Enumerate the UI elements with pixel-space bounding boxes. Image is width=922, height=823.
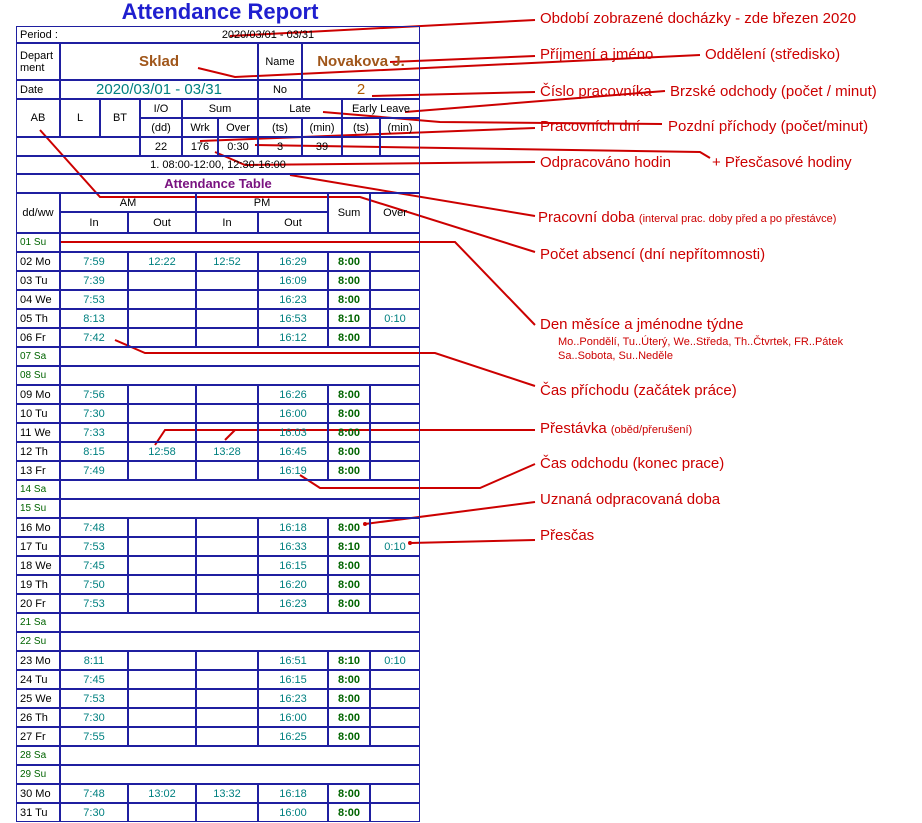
annotation-arrival: Čas příchodu (začátek práce) [540,382,737,399]
row-over [370,689,420,708]
header-early-min: (min) [380,118,420,137]
summary-over: 0:30 [218,137,258,156]
row-am-out [128,404,196,423]
annotation-department: Oddělení (středisko) [705,46,841,63]
header-early-ts: (ts) [342,118,380,137]
summary-late-min: 39 [302,137,342,156]
row-day: 07 Sa [16,347,60,366]
row-day: 27 Fr [16,727,60,746]
row-pm-in: 13:28 [196,442,258,461]
row-day: 21 Sa [16,613,60,632]
header-late-ts: (ts) [258,118,302,137]
summary-early-min [380,137,420,156]
row-am-out [128,518,196,537]
row-am-in: 7:59 [60,252,128,271]
row-am-out [128,594,196,613]
row-day: 13 Fr [16,461,60,480]
annotation-daynames-1: Mo..Pondělí, Tu..Úterý, We..Středa, Th..Čtvrtek, FR..Pátek [558,336,844,348]
row-pm-in [196,385,258,404]
col-sum: Sum [328,193,370,233]
row-pm-in [196,537,258,556]
row-day: 05 Th [16,309,60,328]
row-pm-in [196,309,258,328]
row-pm-out: 16:20 [258,575,328,594]
row-am-out: 12:58 [128,442,196,461]
row-day: 23 Mo [16,651,60,670]
row-day: 06 Fr [16,328,60,347]
row-pm-out: 16:33 [258,537,328,556]
row-weekend-span [60,347,420,366]
row-pm-out: 16:23 [258,689,328,708]
row-over [370,556,420,575]
row-day: 16 Mo [16,518,60,537]
col-am: AM [60,193,196,212]
annotation-period: Období zobrazené docházky - zde březen 2020 [540,10,857,27]
row-am-out [128,803,196,822]
row-pm-out: 16:15 [258,670,328,689]
row-over [370,404,420,423]
row-day: 25 We [16,689,60,708]
row-day: 31 Tu [16,803,60,822]
row-sum: 8:00 [328,784,370,803]
row-weekend-span [60,480,420,499]
row-day: 04 We [16,290,60,309]
annotation-break: Přestávka (oběd/přerušení) [540,420,693,437]
row-day: 15 Su [16,499,60,518]
col-pm-out: Out [258,212,328,233]
row-sum: 8:00 [328,442,370,461]
row-am-in: 7:55 [60,727,128,746]
row-sum: 8:00 [328,328,370,347]
row-over [370,385,420,404]
row-pm-in: 12:52 [196,252,258,271]
header-sum: Sum [182,99,258,118]
row-pm-out: 16:26 [258,385,328,404]
summary-late-ts: 3 [258,137,302,156]
annotation-recognized: Uznaná odpracovaná doba [540,491,721,508]
row-am-in: 8:15 [60,442,128,461]
row-am-out [128,290,196,309]
row-sum: 8:00 [328,518,370,537]
row-pm-in [196,727,258,746]
row-am-out [128,423,196,442]
row-am-out [128,556,196,575]
row-sum: 8:00 [328,708,370,727]
row-pm-out: 16:18 [258,518,328,537]
row-day: 26 Th [16,708,60,727]
annotation-daynames-2: Sa..Sobota, Su..Neděle [558,350,673,362]
row-weekend-span [60,613,420,632]
row-pm-out: 16:23 [258,594,328,613]
row-day: 09 Mo [16,385,60,404]
row-pm-in [196,290,258,309]
department-value: Sklad [60,43,258,80]
row-sum: 8:10 [328,651,370,670]
row-over [370,727,420,746]
no-value: 2 [302,80,420,99]
row-day: 11 We [16,423,60,442]
row-pm-in [196,271,258,290]
row-pm-in [196,803,258,822]
row-pm-in [196,461,258,480]
annotation-overtime: Přesčas [540,527,595,544]
row-day: 28 Sa [16,746,60,765]
row-day: 30 Mo [16,784,60,803]
name-label: Name [258,43,302,80]
col-am-in: In [60,212,128,233]
row-sum: 8:00 [328,803,370,822]
row-over [370,784,420,803]
annotation-number: Číslo pracovníka [540,83,652,100]
row-sum: 8:00 [328,727,370,746]
annotation-absence: Počet absencí (dní nepřítomnosti) [540,246,766,263]
row-pm-in [196,518,258,537]
row-pm-in [196,328,258,347]
row-sum: 8:00 [328,575,370,594]
row-over [370,708,420,727]
row-sum: 8:00 [328,290,370,309]
row-over: 0:10 [370,537,420,556]
annotation-hours: Odpracováno hodin [540,154,671,171]
row-over [370,252,420,271]
col-pm-in: In [196,212,258,233]
annotation-workschedule: Pracovní doba (interval prac. doby před a po přestávce) [538,209,837,226]
row-am-out [128,271,196,290]
row-pm-out: 16:18 [258,784,328,803]
row-pm-out: 16:03 [258,423,328,442]
row-am-in: 7:53 [60,537,128,556]
row-pm-in [196,651,258,670]
row-am-in: 7:45 [60,556,128,575]
attendance-table-title: Attendance Table [16,174,420,193]
row-am-in: 7:42 [60,328,128,347]
row-day: 14 Sa [16,480,60,499]
row-over [370,518,420,537]
row-am-in: 7:39 [60,271,128,290]
row-am-out [128,537,196,556]
row-day: 17 Tu [16,537,60,556]
date-value: 2020/03/01 - 03/31 [60,80,258,99]
row-pm-in [196,575,258,594]
no-label: No [258,80,302,99]
header-wrk: Wrk [182,118,218,137]
row-am-out [128,670,196,689]
row-am-out [128,727,196,746]
period-label: Period : [16,26,420,43]
row-am-in: 7:48 [60,784,128,803]
row-sum: 8:00 [328,271,370,290]
annotation-workdays: Pracovních dní [540,118,641,135]
row-over [370,594,420,613]
row-am-out [128,385,196,404]
col-am-out: Out [128,212,196,233]
row-am-in: 7:33 [60,423,128,442]
row-am-in: 7:56 [60,385,128,404]
summary-blank [16,137,140,156]
row-weekend-span [60,765,420,784]
row-am-in: 7:30 [60,404,128,423]
header-io: I/O [140,99,182,118]
row-am-in: 8:13 [60,309,128,328]
row-day: 12 Th [16,442,60,461]
row-am-out [128,689,196,708]
row-pm-out: 16:00 [258,404,328,423]
line-overtime-cell [410,540,535,543]
annotation-overtime-hours: + Přesčasové hodiny [712,154,852,171]
row-over [370,461,420,480]
row-pm-out: 16:51 [258,651,328,670]
department-label: Depart ment [16,43,60,80]
row-am-in: 7:30 [60,708,128,727]
row-day: 19 Th [16,575,60,594]
date-label: Date [16,80,60,99]
row-weekend-span [60,233,420,252]
header-late-min: (min) [302,118,342,137]
row-over [370,670,420,689]
row-am-in: 7:53 [60,689,128,708]
row-am-out: 12:22 [128,252,196,271]
row-am-in: 7:50 [60,575,128,594]
row-sum: 8:00 [328,404,370,423]
row-pm-out: 16:23 [258,290,328,309]
row-over [370,423,420,442]
header-ab: AB [16,99,60,137]
row-pm-in [196,423,258,442]
annotation-departure: Čas odchodu (konec prace) [540,455,725,472]
row-am-out [128,309,196,328]
row-over [370,575,420,594]
row-pm-out: 16:19 [258,461,328,480]
row-pm-in [196,708,258,727]
row-am-out: 13:02 [128,784,196,803]
row-am-out [128,708,196,727]
row-day: 29 Su [16,765,60,784]
row-pm-in [196,404,258,423]
row-over [370,271,420,290]
row-day: 02 Mo [16,252,60,271]
header-early: Early Leave [342,99,420,118]
row-over [370,328,420,347]
row-sum: 8:00 [328,252,370,271]
row-pm-out: 16:12 [258,328,328,347]
row-am-in: 7:53 [60,290,128,309]
row-weekend-span [60,632,420,651]
row-am-in: 8:11 [60,651,128,670]
row-am-in: 7:48 [60,518,128,537]
row-day: 20 Fr [16,594,60,613]
row-am-out [128,328,196,347]
row-day: 01 Su [16,233,60,252]
row-pm-out: 16:00 [258,803,328,822]
row-day: 10 Tu [16,404,60,423]
row-weekend-span [60,366,420,385]
row-pm-in [196,689,258,708]
row-sum: 8:00 [328,670,370,689]
annotation-dayname: Den měsíce a jménodne týdne [540,316,744,333]
row-day: 22 Su [16,632,60,651]
annotation-late: Pozdní příchody (počet/minut) [668,118,869,135]
row-pm-in [196,594,258,613]
row-sum: 8:00 [328,556,370,575]
row-sum: 8:00 [328,594,370,613]
row-over [370,803,420,822]
row-pm-in [196,670,258,689]
row-sum: 8:00 [328,385,370,404]
row-over: 0:10 [370,651,420,670]
header-bt: BT [100,99,140,137]
row-day: 18 We [16,556,60,575]
col-dd: dd/ww [16,193,60,233]
row-day: 03 Tu [16,271,60,290]
row-pm-in [196,556,258,575]
header-over: Over [218,118,258,137]
work-schedule: 1. 08:00-12:00, 12:30-16:00 [16,156,420,174]
row-over [370,290,420,309]
row-weekend-span [60,746,420,765]
row-sum: 8:10 [328,309,370,328]
row-day: 24 Tu [16,670,60,689]
header-io-sub: (dd) [140,118,182,137]
annotation-name: Příjmení a jméno [540,46,654,63]
row-am-in: 7:53 [60,594,128,613]
row-pm-out: 16:15 [258,556,328,575]
row-pm-out: 16:00 [258,708,328,727]
summary-early-ts [342,137,380,156]
row-am-out [128,461,196,480]
period-value: 2020/03/01 - 03/31 [221,28,315,41]
report-title: Attendance Report [121,0,319,24]
annotation-early: Brzské odchody (počet / minut) [670,83,877,100]
col-over: Over [370,193,420,233]
row-am-in: 7:49 [60,461,128,480]
header-l: L [60,99,100,137]
row-pm-in: 13:32 [196,784,258,803]
row-am-out [128,651,196,670]
row-am-in: 7:30 [60,803,128,822]
row-day: 08 Su [16,366,60,385]
row-sum: 8:10 [328,537,370,556]
row-sum: 8:00 [328,461,370,480]
row-pm-out: 16:53 [258,309,328,328]
row-over: 0:10 [370,309,420,328]
row-pm-out: 16:25 [258,727,328,746]
summary-io-dd: 22 [140,137,182,156]
row-am-in: 7:45 [60,670,128,689]
row-pm-out: 16:29 [258,252,328,271]
row-am-out [128,575,196,594]
summary-wrk: 176 [182,137,218,156]
header-late: Late [258,99,342,118]
name-value: Novakova J. [302,43,420,80]
row-sum: 8:00 [328,423,370,442]
row-pm-out: 16:45 [258,442,328,461]
row-weekend-span [60,499,420,518]
row-over [370,442,420,461]
row-sum: 8:00 [328,689,370,708]
row-pm-out: 16:09 [258,271,328,290]
col-pm: PM [196,193,328,212]
